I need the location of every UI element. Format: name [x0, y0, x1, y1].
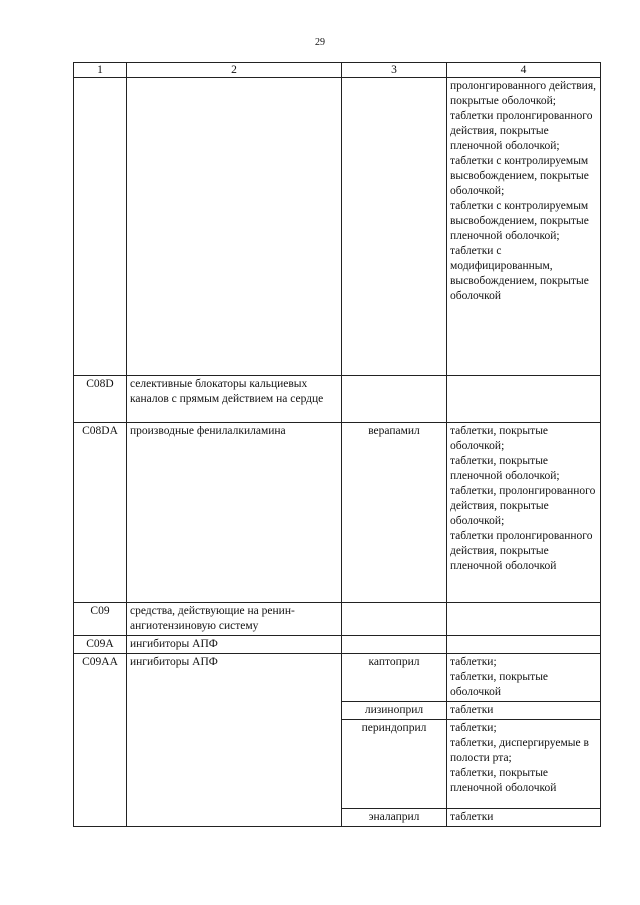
- table-row: [74, 603, 601, 636]
- dosage-forms-cell: [447, 376, 601, 423]
- drug-name-cell: каптоприл: [342, 654, 447, 702]
- dosage-form-line: таблетки, покрытые пленочной оболочкой;: [450, 455, 560, 482]
- dosage-forms-cell: [447, 78, 601, 376]
- group-name-cell: [127, 78, 342, 376]
- table-header-row: [74, 63, 601, 78]
- group-name-cell: ингибиторы АПФ: [127, 636, 342, 654]
- dosage-form-line: таблетки: [450, 704, 494, 716]
- drug-classification-table: [73, 62, 601, 827]
- group-name-cell: производные фенилалкиламина: [127, 423, 342, 603]
- atc-code-cell: [74, 78, 127, 376]
- table-row: [74, 636, 601, 654]
- table-body: [74, 78, 601, 827]
- dosage-form-line: таблетки, покрытые оболочкой;: [450, 425, 549, 452]
- atc-code-cell: C09AA: [74, 654, 127, 827]
- drug-name-cell: лизиноприл: [342, 702, 447, 720]
- table-row: [74, 376, 601, 423]
- group-name-cell: ингибиторы АПФ: [127, 654, 342, 827]
- dosage-form-line: таблетки, диспергируемые в полости рта;: [450, 737, 589, 764]
- atc-code-cell: C08DA: [74, 423, 127, 603]
- dosage-form-line: таблетки, покрытые пленочной оболочкой: [450, 767, 557, 794]
- dosage-form-line: пролонгированного действия, покрытые оболочкой;: [450, 80, 597, 107]
- drug-name-cell: [342, 376, 447, 423]
- drug-name-cell: [342, 636, 447, 654]
- column-header: 4: [447, 63, 601, 78]
- group-name-cell: селективные блокаторы кальциевых каналов с прямым действием на сердце: [127, 376, 342, 423]
- atc-code-cell: C08D: [74, 376, 127, 423]
- dosage-forms-cell: [447, 702, 601, 720]
- dosage-forms-cell: [447, 636, 601, 654]
- dosage-forms-cell: [447, 603, 601, 636]
- dosage-form-line: таблетки, покрытые оболочкой: [450, 671, 549, 698]
- dosage-form-line: таблетки: [450, 811, 494, 823]
- dosage-form-line: таблетки с контролируемым высвобождением, покрытые пленочной оболочкой;: [450, 200, 589, 242]
- drug-name-cell: эналаприл: [342, 809, 447, 827]
- drug-name-cell: [342, 78, 447, 376]
- page-number: 29: [315, 37, 325, 48]
- column-header: 3: [342, 63, 447, 78]
- dosage-form-line: таблетки с модифицированным, высвобождением, покрытые оболочкой: [450, 245, 589, 302]
- dosage-form-line: таблетки с контролируемым высвобождением, покрытые оболочкой;: [450, 155, 589, 197]
- dosage-forms-cell: [447, 654, 601, 702]
- dosage-form-line: таблетки;: [450, 722, 497, 734]
- group-name-cell: средства, действующие на ренин-ангиотензиновую систему: [127, 603, 342, 636]
- dosage-forms-cell: [447, 720, 601, 809]
- drug-name-cell: верапамил: [342, 423, 447, 603]
- atc-code-cell: C09A: [74, 636, 127, 654]
- column-header: 2: [127, 63, 342, 78]
- atc-code-cell: C09: [74, 603, 127, 636]
- dosage-form-line: таблетки пролонгированного действия, покрытые пленочной оболочкой;: [450, 110, 593, 152]
- dosage-form-line: таблетки;: [450, 656, 497, 668]
- table-row: [74, 654, 601, 702]
- column-header: 1: [74, 63, 127, 78]
- dosage-forms-cell: [447, 423, 601, 603]
- table-row: [74, 423, 601, 603]
- drug-name-cell: [342, 603, 447, 636]
- dosage-forms-cell: [447, 809, 601, 827]
- dosage-form-line: таблетки пролонгированного действия, покрытые пленочной оболочкой: [450, 530, 593, 572]
- dosage-form-line: таблетки, пролонгированного действия, покрытые оболочкой;: [450, 485, 596, 527]
- drug-name-cell: периндоприл: [342, 720, 447, 809]
- table-row: [74, 78, 601, 376]
